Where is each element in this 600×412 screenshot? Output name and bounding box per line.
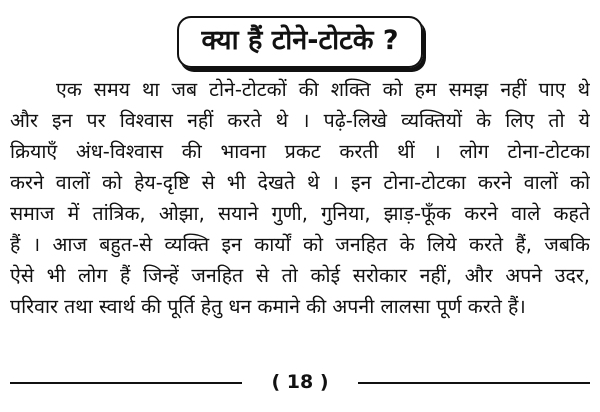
paragraph-line: एक समय था जब टोने-टोटकों की शक्ति को हम समझ नहीं पाए थे — [56, 78, 590, 101]
paragraph-line: ऐसे भी लोग हैं जिन्हें जनहित से तो कोई सरोकार नहीं, और अपने उदर, — [10, 264, 590, 287]
page-title: क्या हैं टोने-टोटके ? — [177, 16, 422, 68]
page-number: ( 18 ) — [271, 371, 329, 393]
paragraph-line: हैं । आज बहुत-से व्यक्ति इन कार्यों को जनहित के लिये करते हैं, जबकि — [10, 233, 590, 256]
paragraph-line: और इन पर विश्वास नहीं करते थे । पढ़े-लिखे व्यक्तियों के लिए तो ये — [10, 109, 590, 132]
paragraph-line: समाज में तांत्रिक, ओझा, सयाने गुणी, गुनिया, झाड़-फूँक करने वाले कहते — [10, 202, 590, 225]
paragraph-line: क्रियाएँ अंध-विश्वास की भावना प्रकट करती थीं । लोग टोना-टोटका — [10, 140, 590, 163]
page-footer — [10, 369, 590, 395]
paragraph-line: करने वालों को हेय-दृष्टि से भी देखते थे । इन टोना-टोटका करने वालों को — [10, 171, 590, 194]
title-container — [0, 16, 600, 68]
paragraph-line: परिवार तथा स्वार्थ की पूर्ति हेतु धन कमाने की अपनी लालसा पूर्ण करते हैं। — [10, 295, 526, 318]
footer-rule-right — [358, 382, 590, 384]
body-paragraph — [10, 74, 590, 322]
